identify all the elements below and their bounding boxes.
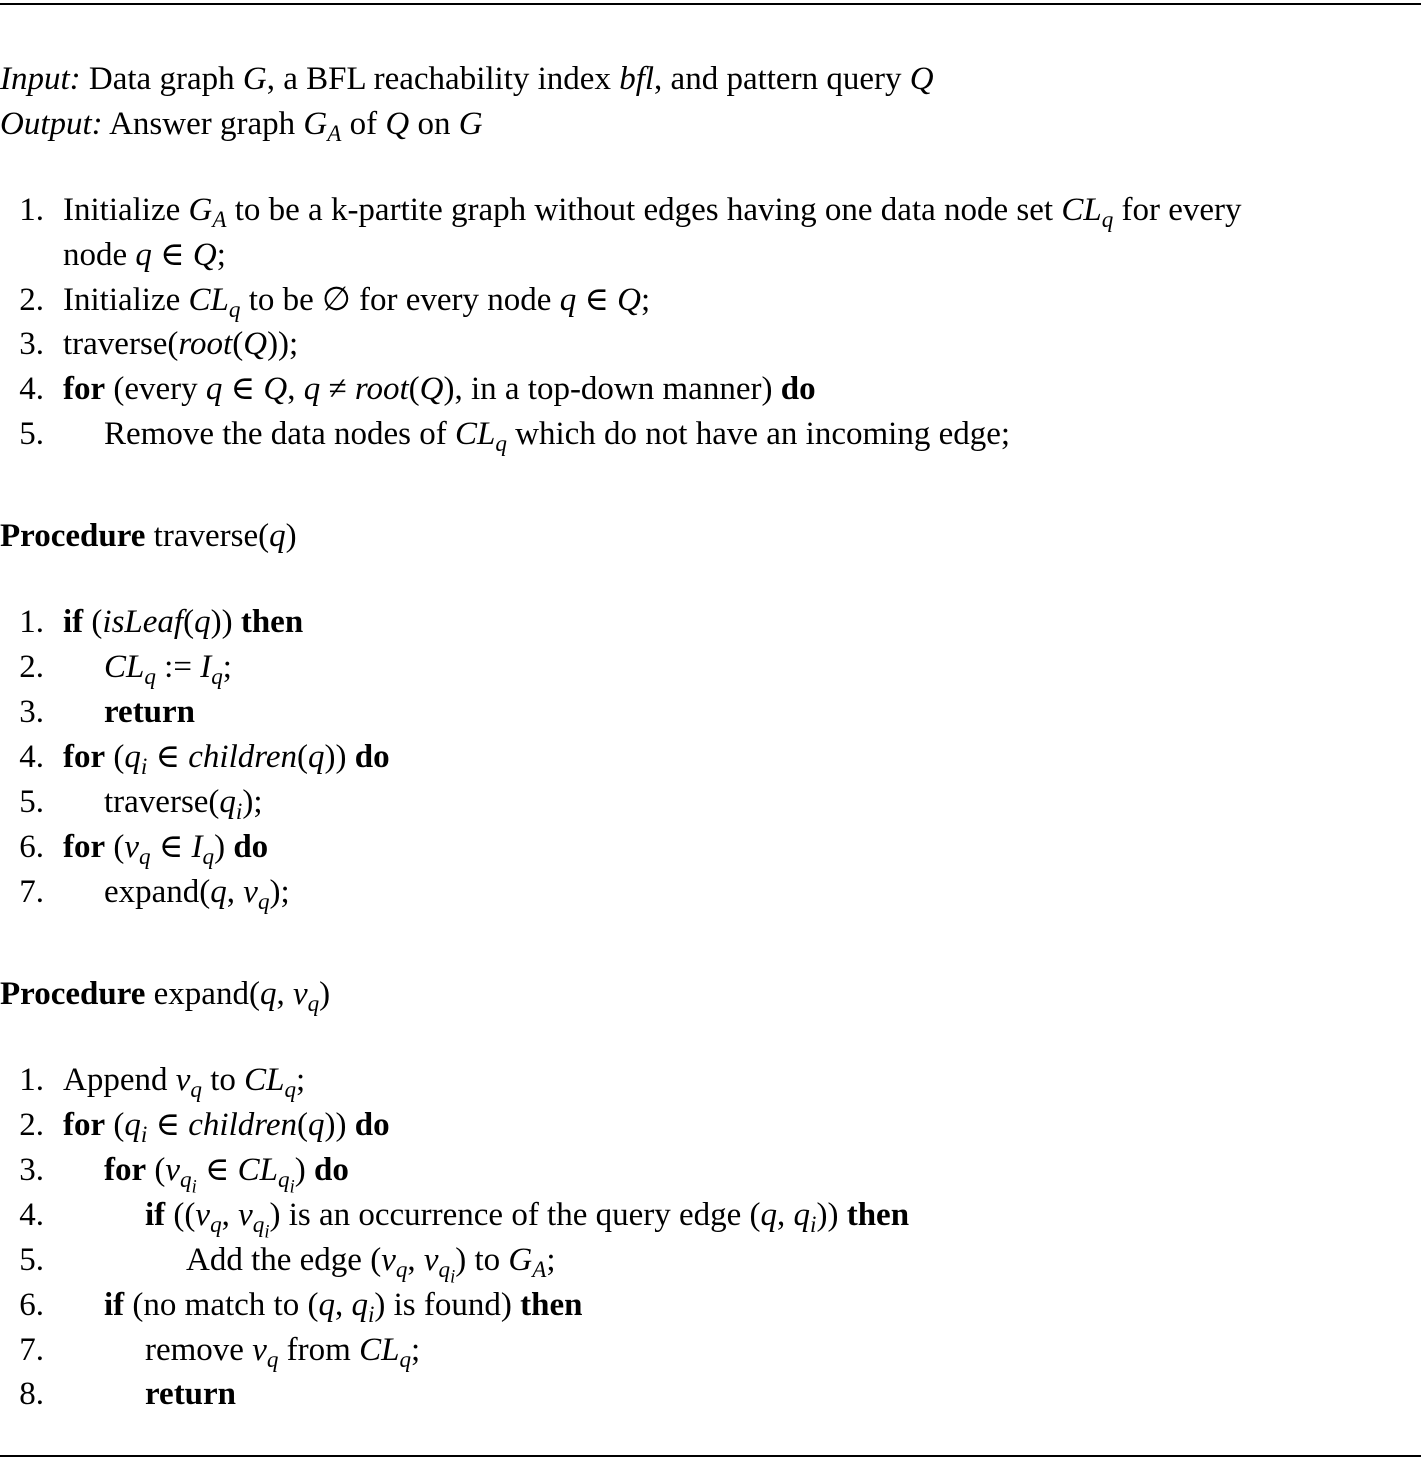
bottom-rule [0, 1455, 1421, 1457]
top-rule [0, 3, 1421, 5]
output-label: Output: [0, 106, 103, 142]
input-label: Input: [0, 61, 81, 97]
